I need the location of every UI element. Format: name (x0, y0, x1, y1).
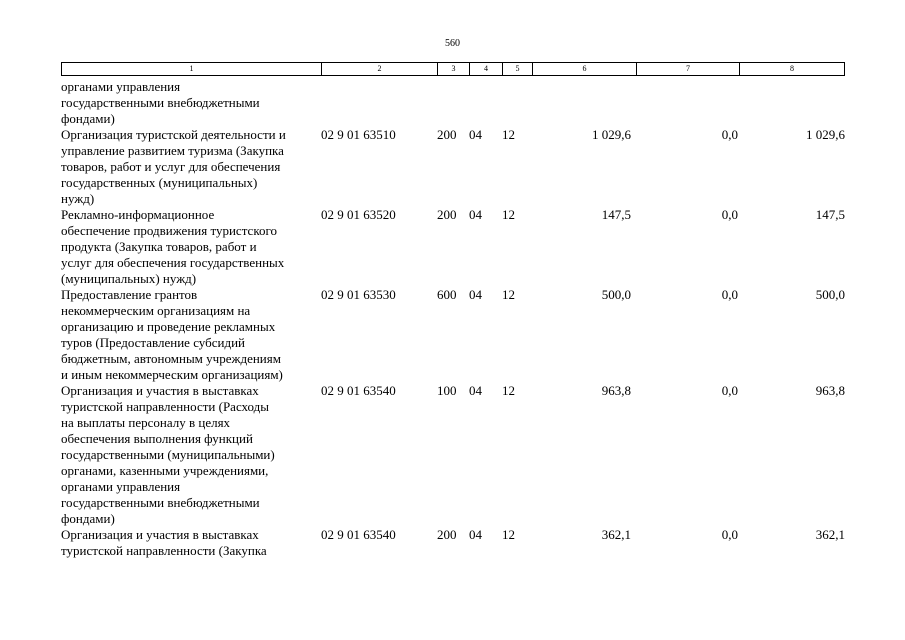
row-group: 600 (437, 287, 457, 302)
row-value-8: 963,8 (815, 383, 845, 398)
row-section: 04 (469, 207, 482, 222)
table-row (61, 383, 851, 527)
row-value-8: 362,1 (815, 527, 845, 542)
table-row (61, 127, 851, 207)
row-value-6: 147,5 (601, 207, 631, 222)
row-name: Рекламно-информационное обеспечение продвижения туристского продукта (Закупка товаров, работ и услуг для обеспечения государственных (муниципальных) нужд) (61, 207, 285, 286)
header-col-4: 4 (469, 63, 502, 75)
row-code: 02 9 01 63540 (321, 527, 396, 542)
header-col-8: 8 (739, 63, 844, 75)
row-value-6: 362,1 (601, 527, 631, 542)
row-value-7: 0,0 (721, 207, 738, 222)
table-header (61, 62, 845, 76)
table-row (61, 79, 851, 127)
row-subsection: 12 (502, 383, 515, 398)
row-subsection: 12 (502, 287, 515, 302)
row-value-6: 963,8 (601, 383, 631, 398)
table-row (61, 527, 851, 559)
row-subsection: 12 (502, 527, 515, 542)
row-value-8: 147,5 (815, 207, 845, 222)
row-name: Организация туристской деятельности и управление развитием туризма (Закупка товаров, работ и услуг для обеспечения государственных (муниципальных) нужд) (61, 127, 286, 206)
row-code: 02 9 01 63520 (321, 207, 396, 222)
header-col-3: 3 (437, 63, 469, 75)
row-value-6: 500,0 (601, 287, 631, 302)
row-name: органами управления государственными внебюджетными фондами) (61, 79, 260, 126)
row-value-7: 0,0 (721, 383, 738, 398)
row-value-7: 0,0 (721, 527, 738, 542)
row-value-7: 0,0 (721, 287, 738, 302)
row-section: 04 (469, 127, 482, 142)
row-value-6: 1 029,6 (592, 127, 631, 142)
row-value-8: 500,0 (815, 287, 845, 302)
row-value-7: 0,0 (721, 127, 738, 142)
row-group: 200 (437, 207, 457, 222)
row-name: Организация и участия в выставках туристской направленности (Расходы на выплаты персоналу в целях обеспечения выполнения функций государственными (муниципальными) органами, казенными учреждениями, органами управления государственными внебюджетными фондами) (61, 383, 275, 526)
row-subsection: 12 (502, 207, 515, 222)
row-group: 200 (437, 527, 457, 542)
row-group: 100 (437, 383, 457, 398)
table-row (61, 207, 851, 287)
row-name: Предоставление грантов некоммерческим организациям на организацию и проведение рекламных туров (Предоставление субсидий бюджетным, автономным учреждениям и иным некоммерческим организациям) (61, 287, 283, 382)
row-value-8: 1 029,6 (806, 127, 845, 142)
row-subsection: 12 (502, 127, 515, 142)
header-col-2: 2 (321, 63, 437, 75)
table-body (61, 79, 851, 559)
row-group: 200 (437, 127, 457, 142)
header-col-5: 5 (502, 63, 532, 75)
row-section: 04 (469, 287, 482, 302)
row-code: 02 9 01 63510 (321, 127, 396, 142)
row-section: 04 (469, 383, 482, 398)
header-col-6: 6 (532, 63, 636, 75)
table-row (61, 287, 851, 383)
page-number: 560 (445, 38, 460, 49)
row-code: 02 9 01 63540 (321, 383, 396, 398)
header-col-1: 1 (189, 64, 194, 73)
row-name: Организация и участия в выставках туристской направленности (Закупка (61, 527, 267, 558)
header-col-7: 7 (636, 63, 739, 75)
row-section: 04 (469, 527, 482, 542)
row-code: 02 9 01 63530 (321, 287, 396, 302)
